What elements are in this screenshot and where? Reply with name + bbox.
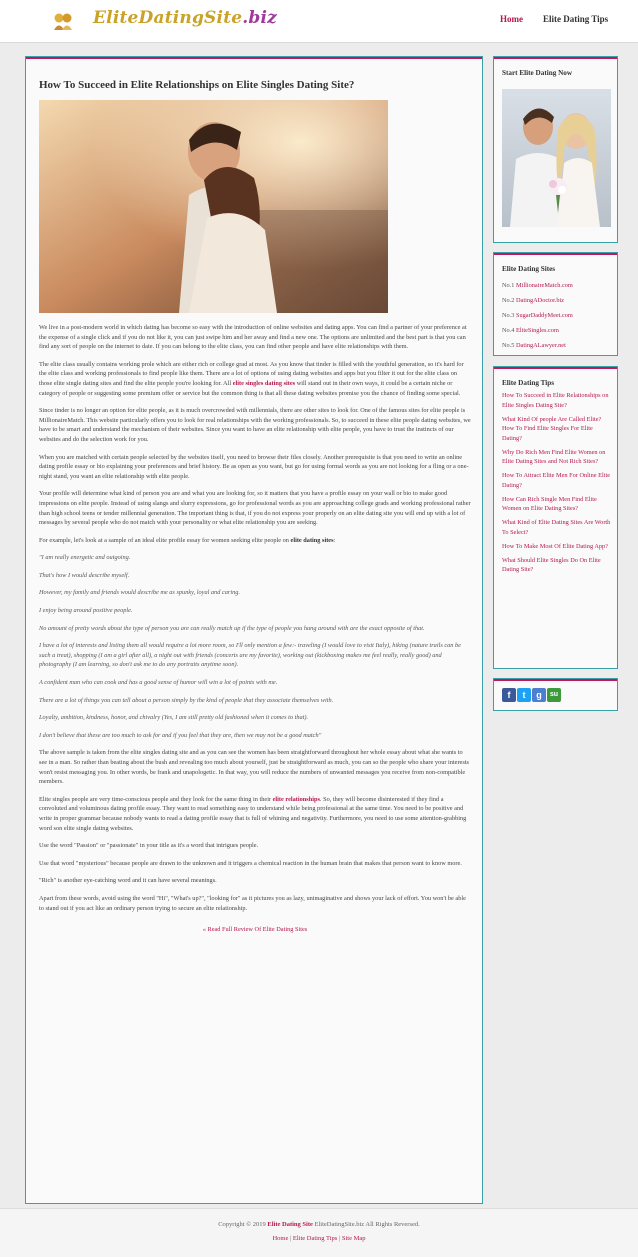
text: For example, let's look at a sample of an ideal elite profile essay for women seeking elite people on xyxy=(39,536,291,544)
paragraph: Since tinder is no longer an option for elite people, as it is much overcrowded with millennials, there are other sites to look for. One of the famous sites for elite people is MillionaireMatch. This website particularly offers you to look for real relationships with the working professionals. So, to succeed in these elite people dating websites, we have to be smart and understand the mechanism of their websites. Since you want to have an elite relationship with elite people, you have to trust the instincts of our websites and do the selection work for you. xyxy=(39,407,471,443)
nav-elite-dating-tips[interactable]: Elite Dating Tips xyxy=(543,14,609,24)
couple-promo-image[interactable] xyxy=(502,89,611,227)
tip-link[interactable]: Why Do Rich Men Find Elite Women on Elite Dating Sites and Not Rich Sites? xyxy=(502,448,606,465)
rank: No.5 xyxy=(502,342,516,349)
article-title: How To Succeed in Elite Relationships on Elite Singles Dating Site? xyxy=(39,79,355,91)
paragraph: When you are matched with certain people selected by the websites itself, you need to browse their files closely. Another prerequisite is that you need to write an online dating profile essay or bio explaining your preferences and brief history. Be as open as you want, but go for using formal words as you are not looking for a fling or a one-night stand, you want an elite relationship with elite people. xyxy=(39,453,469,480)
list-item xyxy=(502,323,573,338)
paragraph: Use the word "Passion" or "passionate" in your title as it's a word that intrigues people. xyxy=(39,842,259,850)
text: Elite singles people are very time-conscious people and they look for the same thing in their xyxy=(39,795,273,803)
quote-line: No amount of pretty words about the type of person you are can really match up if the type of people you hang around with are the exact opposite of that. xyxy=(39,624,425,632)
widget-title: Elite Dating Tips xyxy=(502,379,555,387)
separator: | xyxy=(338,1235,341,1242)
article-panel xyxy=(25,56,483,1204)
paragraph: Apart from these words, avoid using the word "Hi", "What's up?", "looking for" as it pictures you as lazy, unimaginative and shows your lack of effort. You won't be able to stand out if you act like an ordinary person trying to secure an elite relationship. xyxy=(39,894,466,912)
list-item xyxy=(502,293,573,308)
facebook-icon[interactable]: f xyxy=(502,688,516,702)
couple-hero-image xyxy=(39,100,388,313)
tip-link[interactable]: How To Make Most Of Elite Dating App? xyxy=(502,542,608,550)
couple-logo-icon[interactable] xyxy=(52,11,74,31)
site-link[interactable]: DatingALawyer.net xyxy=(516,342,566,349)
elite-dating-sites-link[interactable]: elite dating sites xyxy=(290,536,334,544)
text: . So, they will become disinterested if they find a convoluted and voluminous dating profile essay. They want to read something easy to understand while being professional at the same time. You need to be positive and write in proper grammar because nobody wants to read a dating profile essay that is full of whining and negativity. Furthermore, you need to use some attention-grabbing word son elite single dating websites. xyxy=(39,795,467,832)
widget-title: Start Elite Dating Now xyxy=(502,69,573,77)
tip-link[interactable]: How To Attract Elite Men For Online Elite Dating? xyxy=(502,472,611,489)
read-full-review-link[interactable]: « Read Full Review Of Elite Dating Sites xyxy=(202,926,308,934)
tip-link[interactable]: How To Succeed in Elite Relationships on Elite Singles Dating Site? xyxy=(502,392,609,409)
copyright-suffix: EliteDatingSite.biz All Rights Reversed. xyxy=(312,1221,420,1228)
site-footer xyxy=(0,1208,638,1257)
footer-links xyxy=(0,1235,638,1242)
paragraph: We live in a post-modern world in which dating has become so easy with the introduction of online websites and dating apps. You can find a partner of your preference at the expense of a single click and if you do not like it, you can just swipe him and her away and find a new one. The options are unlimited and the best part is that you can find any sort of people on the internet to date. If you can belong to the elite class, you can find other people and have elite relationships with them. xyxy=(39,324,467,351)
elite-singles-dating-sites-link[interactable]: elite singles dating sites xyxy=(232,379,296,387)
paragraph: Use that word "mysterious" because people are drawn to the unknown and it triggers a chemical reaction in the human brain that makes that person want to know more. xyxy=(39,859,462,867)
tip-link[interactable]: What Kind Of people Are Called Elite? How To Find Elite Singles For Elite Dating? xyxy=(502,415,602,442)
nav-home[interactable]: Home xyxy=(500,14,523,24)
quote-line: A confident man who can cook and has a good sense of humor will win a lot of points with me. xyxy=(39,679,278,687)
paragraph xyxy=(39,795,471,833)
separator: | xyxy=(289,1235,292,1242)
sites-list xyxy=(502,278,573,353)
copyright-prefix: Copyright © 2019 xyxy=(218,1221,268,1228)
footer-link-sitemap[interactable]: Site Map xyxy=(341,1235,366,1242)
paragraph: The above sample is taken from the elite singles dating site and as you can see the women has been straightforward throughout her whole essay about what she wants to see in a man. So rather than beating about the bush and revealing too much about yourself, just be straightforward as much, you can so the people who share your interests won't resist messaging you. In other words, be frank and unapologetic. In that way, you will reduce the numbers of unwanted messages you receive from non-compatible members. xyxy=(39,749,469,786)
start-dating-widget xyxy=(493,56,618,243)
list-item xyxy=(502,278,573,293)
rank: No.2 xyxy=(502,297,516,304)
logo-name: EliteDatingSite xyxy=(93,8,243,28)
list-item xyxy=(502,338,573,353)
elite-dating-tips-widget xyxy=(493,366,618,669)
site-link[interactable]: MillionaireMatch.com xyxy=(516,282,573,289)
social-icons xyxy=(502,688,561,702)
site-link[interactable]: DatingADoctor.biz xyxy=(516,297,565,304)
read-more xyxy=(39,925,471,935)
quote-line: However, my family and friends would describe me as spunky, loyal and caring. xyxy=(39,589,240,597)
quote-line: There are a lot of things you can tell about a person simply by the kind of people that they associate themselves with. xyxy=(39,696,334,704)
stumbleupon-icon[interactable]: su xyxy=(547,688,561,702)
quote-line: I have a lot of interests and listing them all would require a lot more room, so I'll only mention a few:- traveling (I would love to visit Italy), hiking (nature trails can be such a treat), shopping (I am a girl after all), a night out with friends (concerts are my favorite), working out (kickboxing makes me feel really, really good) and photography (I am learning, so don't ask me to do any portraits anytime soon). xyxy=(39,642,461,669)
paragraph xyxy=(39,360,471,398)
site-link[interactable]: EliteSingles.com xyxy=(516,327,559,334)
site-link[interactable]: SugarDaddyMeet.com xyxy=(516,312,573,319)
text: The elite class usually contains working prole which are either rich or college grad at most. As you know that tinder is filled with the youthful generation, so it's hard for the elite class and working professionals to find people like them. There are a lot of options of using dating websites and apps but you filter it out for the elite class on those elite single dating sites and find the elite people you're looking for. All xyxy=(39,360,464,387)
site-logo[interactable] xyxy=(93,8,277,28)
paragraph: Your profile will determine what kind of person you are and what you are looking for, so it matters that you have a profile essay on your wall or bio to make good impressions on elite people. Instead of using slangs and slurry expressions, go for professional words as you are approaching college grads and working professional rather than high school teens or tender millennial generation. The important thing is that, if you do not express your properly on an elite dating site you will end up with a lot of messages by several people who do not match with your personality or what elite relationship you are seeking. xyxy=(39,490,471,527)
footer-link-tips[interactable]: Elite Dating Tips xyxy=(292,1235,338,1242)
rank: No.3 xyxy=(502,312,516,319)
text: : xyxy=(333,536,336,544)
footer-brand-link[interactable]: Elite Dating Site xyxy=(267,1221,313,1228)
quote-line: That's how I would describe myself. xyxy=(39,571,130,579)
tip-link[interactable]: What Kind of Elite Dating Sites Are Worth To Select? xyxy=(502,519,611,536)
google-plus-icon[interactable]: g xyxy=(532,688,546,702)
tip-link[interactable]: How Can Rich Single Men Find Elite Women on Elite Dating Sites? xyxy=(502,495,597,512)
tips-list xyxy=(502,391,614,579)
rank: No.4 xyxy=(502,327,516,334)
list-item xyxy=(502,308,573,323)
social-widget xyxy=(493,678,618,711)
twitter-icon[interactable]: t xyxy=(517,688,531,702)
paragraph: "Rich" is another eye-catching word and it can have several meanings. xyxy=(39,877,217,885)
rank: No.1 xyxy=(502,282,516,289)
quote-line: I enjoy being around positive people. xyxy=(39,607,133,615)
quote-line: I don't believe that these are too much to ask for and if you feel that they are, then we may not be a good match" xyxy=(39,731,322,739)
logo-tld: .biz xyxy=(242,8,277,28)
footer-link-home[interactable]: Home xyxy=(272,1235,289,1242)
tip-link[interactable]: What Should Elite Singles Do On Elite Dating Site? xyxy=(502,556,601,573)
site-header xyxy=(0,0,638,43)
elite-dating-sites-widget xyxy=(493,252,618,356)
text: will stand out in their own ways, it could be a certain niche or category of people or suggesting some premium offer or service but the common thing is that all these dating websites promise you the chance of finding some special. xyxy=(39,379,461,397)
paragraph xyxy=(39,536,471,546)
copyright xyxy=(0,1221,638,1228)
quote-line: Loyalty, ambition, kindness, honor, and chivalry (Yes, I am still pretty old fashioned when it comes to that). xyxy=(39,714,309,722)
article-body xyxy=(39,323,471,943)
elite-relationships-link[interactable]: elite relationships xyxy=(272,795,320,803)
quote-line: "I am really energetic and outgoing. xyxy=(39,554,131,562)
widget-title: Elite Dating Sites xyxy=(502,265,556,273)
